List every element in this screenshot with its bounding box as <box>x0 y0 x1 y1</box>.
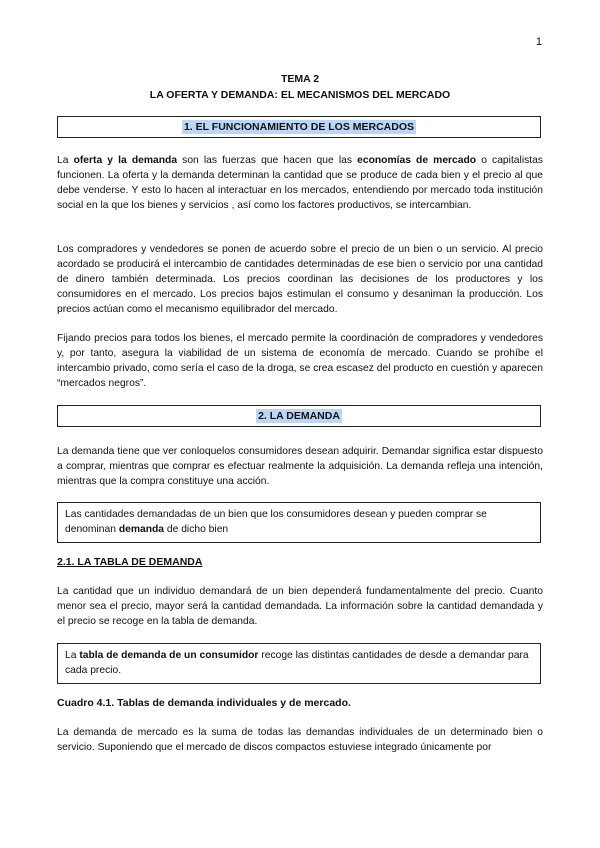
definition-box-tabla <box>57 643 541 684</box>
page-number: 1 <box>535 36 542 48</box>
p1-text-3: o capitalistas funcionen. La oferta y la demanda determinan la cantidad que se produce de cada bien y el precio al que debe venderse. Y esto lo hacen al interactuar en los mercados, entendiendo por mercado toda institución social en la que los bienes y servicios , así como los factores productivos, se intercambian. <box>57 155 543 211</box>
paragraph-6: La demanda de mercado es la suma de todas las demandas individuales de un determinado bien o servicio. Suponiendo que el mercado de discos compactos estuviese integrado únicamente por <box>57 727 543 753</box>
def2-bold: tabla de demanda de un consumidor <box>79 650 259 661</box>
paragraph-1 <box>57 153 543 213</box>
definition-box-demanda <box>57 502 541 543</box>
section-2-heading-box <box>57 405 541 427</box>
def2-text-1: La <box>65 650 80 661</box>
def1-bold: demanda <box>118 523 165 535</box>
document-title <box>57 71 543 103</box>
title-line-1: TEMA 2 <box>280 73 320 85</box>
paragraph-4: La demanda tiene que ver conloquelos consumidores desean adquirir. Demandar significa estar dispuesto a comprar, mientras que comprar es efectuar realmente la adquisición. La demanda refleja una intención, mientras que la compra constituye una acción. <box>57 446 543 487</box>
def1-text-2: de dicho bien <box>164 523 229 535</box>
paragraph-3: Fijando precios para todos los bienes, el mercado permite la coordinación de compradores y vendedores y, por tanto, asegura la viabilidad de un sistema de economía de mercado. Cuando se prohíbe el intercambio privado, como sería el caso de la droga, se crea escasez del producto en cuestión y aparecen “mercados negros”. <box>57 333 543 389</box>
cuadro-caption: Cuadro 4.1. Tablas de demanda individuales y de mercado. <box>57 697 351 709</box>
paragraph-5: La cantidad que un individuo demandará de un bien dependerá fundamentalmente del precio. Cuanto menor sea el precio, mayor será la cantidad demandada. La información sobre la cantidad demandada y el precio se recoge en la tabla de demanda. <box>57 586 543 627</box>
def1-text-1: Las cantidades demandadas de un bien que los consumidores desean y pueden comprar se denominan <box>65 509 487 535</box>
p1-text-2: son las fuerzas que hacen que las <box>177 155 358 166</box>
p1-bold-2: economías de mercado <box>357 155 477 166</box>
p1-bold-1: oferta y la demanda <box>73 155 178 166</box>
section-2-heading: 2. LA DEMANDA <box>258 410 340 422</box>
paragraph-2: Los compradores y vendedores se ponen de acuerdo sobre el precio de un bien o un servicio. Al precio acordado se producirá el intercambio de cantidades determinadas de ese bien o servicio por una cantidad de dinero también determinada. Los precios coordinan las decisiones de los productores y los consumidores en el mercado. Los precios bajos estimulan el consumo y desaniman la producción. Los precios actúan como el mecanismo equilibrador del mercado. <box>57 244 543 315</box>
subheading-tabla-demanda: 2.1. LA TABLA DE DEMANDA <box>57 556 203 568</box>
section-1-heading: 1. EL FUNCIONAMIENTO DE LOS MERCADOS <box>183 121 415 133</box>
def2-text-2: recoge las distintas cantidades de desde a demandar para cada precio. <box>65 650 529 676</box>
title-line-2: LA OFERTA Y DEMANDA: EL MECANISMOS DEL MERCADO <box>149 89 451 101</box>
p1-text-1: La <box>57 155 74 166</box>
section-1-heading-box <box>57 116 541 138</box>
